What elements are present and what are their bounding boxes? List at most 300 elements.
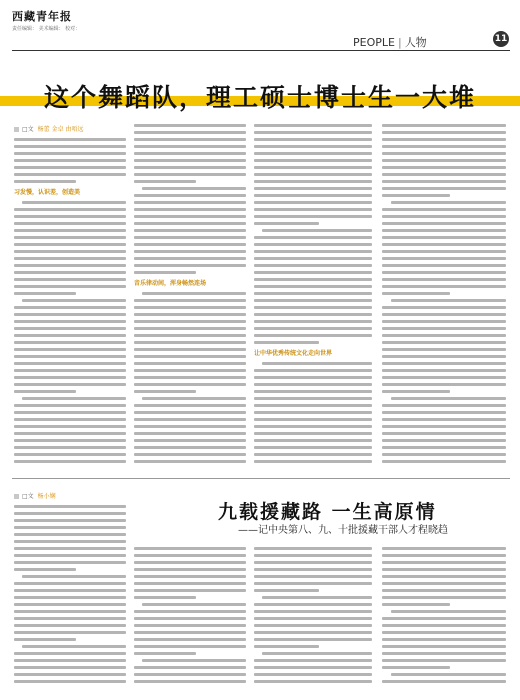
body-text-line — [134, 257, 246, 260]
body-text-line — [382, 659, 506, 662]
body-text-line — [134, 589, 246, 592]
body-text-line — [134, 610, 246, 613]
body-text-line — [254, 439, 372, 442]
body-text-line — [134, 453, 246, 456]
body-text-line — [254, 638, 372, 641]
body-text-line — [254, 582, 372, 585]
body-text-line — [134, 432, 246, 435]
body-text-line — [254, 617, 372, 620]
body-text-line — [382, 271, 506, 274]
body-text-line — [14, 264, 126, 267]
body-text-line — [382, 306, 506, 309]
body-text-line — [134, 355, 246, 358]
body-text-line — [254, 575, 372, 578]
section-label-en: PEOPLE — [353, 36, 395, 49]
body-text-line — [14, 666, 126, 669]
body-text-line — [382, 362, 506, 365]
body-text-line — [134, 446, 246, 449]
body-text-line — [14, 673, 126, 676]
body-text-line — [254, 285, 372, 288]
article-2-headline: 九载援藏路 一生高原情 — [218, 501, 437, 523]
body-text-line — [134, 194, 246, 197]
body-text-line — [254, 397, 372, 400]
body-text-line — [382, 460, 506, 463]
body-text-line — [134, 680, 246, 683]
byline-names: 杨蕾 金卓 由唔远 — [37, 126, 84, 133]
article-2-byline — [14, 491, 56, 500]
body-text-line — [254, 180, 372, 183]
body-text-line — [134, 180, 196, 183]
body-text-line — [134, 320, 246, 323]
body-text-line — [382, 383, 506, 386]
body-text-line — [254, 418, 372, 421]
article-1-column-3 — [254, 124, 372, 473]
body-text-line — [254, 631, 372, 634]
body-text-line — [254, 243, 372, 246]
body-text-line — [254, 327, 372, 330]
body-text-line — [134, 229, 246, 232]
body-text-line — [14, 624, 126, 627]
body-text-line — [134, 201, 246, 204]
body-text-line — [142, 397, 246, 400]
body-text-line — [134, 652, 196, 655]
body-text-line — [382, 250, 506, 253]
body-text-line — [134, 568, 246, 571]
body-text-line — [134, 460, 246, 463]
body-text-line — [382, 575, 506, 578]
body-text-line — [134, 250, 246, 253]
body-text-line — [134, 348, 246, 351]
body-text-line — [254, 369, 372, 372]
body-text-line — [254, 292, 372, 295]
body-text-line — [382, 131, 506, 134]
body-text-line — [254, 299, 372, 302]
body-text-line — [134, 425, 246, 428]
body-text-line — [14, 596, 126, 599]
body-text-line — [134, 159, 246, 162]
body-text-line — [14, 652, 126, 655]
body-text-line — [382, 222, 506, 225]
section-tag — [353, 34, 427, 50]
body-text-line — [134, 271, 196, 274]
body-text-line — [254, 341, 319, 344]
body-text-line — [382, 411, 506, 414]
body-text-line — [254, 568, 372, 571]
page-number-badge: 11 — [493, 31, 509, 47]
body-text-line — [134, 173, 246, 176]
body-text-line — [134, 131, 246, 134]
body-text-line — [14, 638, 76, 641]
body-text-line — [254, 208, 372, 211]
body-text-line — [14, 152, 126, 155]
body-text-line — [134, 666, 246, 669]
body-text-line — [382, 124, 506, 127]
body-text-line — [382, 589, 506, 592]
body-text-line — [382, 645, 506, 648]
body-text-line — [254, 124, 372, 127]
masthead-rule — [12, 50, 510, 51]
body-text-line — [254, 306, 372, 309]
body-text-line — [134, 306, 246, 309]
body-text-line — [134, 369, 246, 372]
body-text-line — [134, 243, 246, 246]
body-text-line — [382, 439, 506, 442]
article-2-column-2 — [134, 547, 246, 693]
body-text-line — [254, 610, 372, 613]
article-2-subheadline: ——记中央第八、九、十批援藏干部人才程晓趋 — [238, 525, 448, 536]
body-text-line — [382, 624, 506, 627]
body-text-line — [22, 397, 126, 400]
body-text-line — [134, 631, 246, 634]
body-text-line — [14, 512, 126, 515]
body-text-line — [254, 187, 372, 190]
body-text-line — [382, 236, 506, 239]
section-label-zh: 人物 — [404, 36, 427, 49]
body-text-line — [14, 348, 126, 351]
body-text-line — [254, 659, 372, 662]
body-text-line — [134, 334, 246, 337]
body-text-line — [134, 376, 246, 379]
body-text-line — [382, 561, 506, 564]
body-text-line — [382, 257, 506, 260]
body-text-line — [14, 411, 126, 414]
body-text-line — [382, 327, 506, 330]
body-text-line — [254, 236, 372, 239]
body-text-line — [134, 124, 246, 127]
body-text-line — [14, 547, 126, 550]
body-text-line — [382, 652, 506, 655]
body-text-line — [382, 334, 506, 337]
byline-marker-icon — [14, 494, 19, 499]
body-text-line — [254, 547, 372, 550]
article-1-byline — [14, 124, 84, 133]
body-text-line — [382, 180, 506, 183]
body-text-line — [382, 145, 506, 148]
body-text-line — [391, 610, 506, 613]
body-text-line — [391, 201, 506, 204]
body-text-line — [254, 264, 372, 267]
body-text-line — [254, 453, 372, 456]
article-2-column-4 — [382, 547, 506, 693]
body-text-line — [14, 271, 126, 274]
body-text-line — [14, 166, 126, 169]
body-text-line — [14, 306, 126, 309]
body-text-line — [14, 355, 126, 358]
body-text-line — [382, 638, 506, 641]
body-text-line — [14, 229, 126, 232]
body-text-line — [14, 610, 126, 613]
body-text-line — [134, 404, 246, 407]
body-text-line — [254, 411, 372, 414]
body-text-line — [134, 166, 246, 169]
masthead-meta: 责任编辑： 美术编辑： 校对： — [12, 26, 81, 32]
article-2-column-3 — [254, 547, 372, 693]
body-text-line — [382, 547, 506, 550]
body-text-line — [254, 271, 372, 274]
body-text-line — [14, 334, 126, 337]
body-text-line — [382, 166, 506, 169]
body-text-line — [382, 152, 506, 155]
body-text-line — [382, 666, 450, 669]
body-text-line — [14, 257, 126, 260]
body-text-line — [14, 617, 126, 620]
body-text-line — [14, 236, 126, 239]
body-text-line — [134, 383, 246, 386]
body-text-line — [14, 519, 126, 522]
body-text-line — [134, 341, 246, 344]
byline-label: □文 — [22, 493, 34, 500]
body-text-line — [254, 152, 372, 155]
body-text-line — [14, 383, 126, 386]
article-1-headline: 这个舞蹈队，理工硕士博士生一大堆 — [43, 83, 476, 112]
body-text-line — [14, 561, 126, 564]
body-text-line — [14, 243, 126, 246]
byline-label: □文 — [22, 126, 34, 133]
body-text-line — [382, 568, 506, 571]
body-text-line — [254, 460, 372, 463]
byline-names: 杨小娴 — [37, 493, 56, 500]
body-text-line — [382, 404, 506, 407]
body-text-line — [382, 582, 506, 585]
body-text-line — [382, 453, 506, 456]
body-text-line — [382, 138, 506, 141]
body-text-line — [382, 278, 506, 281]
body-text-line — [134, 624, 246, 627]
body-text-line — [254, 561, 372, 564]
body-text-line — [382, 596, 506, 599]
body-text-line — [14, 446, 126, 449]
body-text-line — [134, 645, 246, 648]
body-text-line — [254, 425, 372, 428]
body-text-line — [134, 215, 246, 218]
body-text-line — [382, 159, 506, 162]
body-text-line — [134, 673, 246, 676]
body-text-line — [382, 313, 506, 316]
body-text-line — [22, 645, 126, 648]
article-separator-rule — [12, 478, 510, 479]
body-text-line — [134, 313, 246, 316]
body-text-line — [254, 645, 319, 648]
body-text-line — [254, 201, 372, 204]
body-text-line — [14, 659, 126, 662]
body-text-line — [14, 208, 126, 211]
body-text-line — [382, 208, 506, 211]
body-text-line — [254, 554, 372, 557]
article-subhead: 让中华优秀传统文化走向世界 — [254, 350, 333, 357]
body-text-line — [14, 425, 126, 428]
body-text-line — [14, 341, 126, 344]
body-text-line — [382, 187, 506, 190]
body-text-line — [382, 631, 506, 634]
body-text-line — [254, 334, 372, 337]
body-text-line — [262, 596, 372, 599]
body-text-line — [134, 327, 246, 330]
body-text-line — [134, 208, 246, 211]
body-text-line — [254, 589, 319, 592]
body-text-line — [134, 411, 246, 414]
body-text-line — [382, 355, 506, 358]
body-text-line — [134, 222, 246, 225]
body-text-line — [382, 446, 506, 449]
body-text-line — [262, 362, 372, 365]
body-text-line — [134, 596, 196, 599]
body-text-line — [14, 278, 126, 281]
body-text-line — [254, 624, 372, 627]
body-text-line — [22, 201, 126, 204]
body-text-line — [14, 390, 76, 393]
body-text-line — [254, 390, 372, 393]
body-text-line — [134, 547, 246, 550]
article-subhead: 音乐律动间，浑身畅然连场 — [134, 280, 207, 287]
body-text-line — [254, 278, 372, 281]
body-text-line — [382, 425, 506, 428]
body-text-line — [382, 194, 450, 197]
body-text-line — [254, 680, 372, 683]
body-text-line — [254, 446, 372, 449]
body-text-line — [14, 285, 126, 288]
body-text-line — [14, 215, 126, 218]
body-text-line — [254, 166, 372, 169]
body-text-line — [134, 418, 246, 421]
body-text-line — [14, 432, 126, 435]
body-text-line — [382, 390, 450, 393]
article-1-column-2 — [134, 124, 246, 473]
body-text-line — [134, 236, 246, 239]
body-text-line — [14, 603, 126, 606]
article-2-column-1 — [14, 505, 126, 693]
body-text-line — [254, 194, 372, 197]
body-text-line — [14, 376, 126, 379]
body-text-line — [254, 159, 372, 162]
body-text-line — [254, 173, 372, 176]
body-text-line — [134, 617, 246, 620]
body-text-line — [14, 568, 76, 571]
body-text-line — [134, 152, 246, 155]
body-text-line — [262, 229, 372, 232]
body-text-line — [382, 285, 506, 288]
body-text-line — [254, 432, 372, 435]
body-text-line — [14, 505, 126, 508]
body-text-line — [382, 376, 506, 379]
body-text-line — [14, 554, 126, 557]
body-text-line — [262, 652, 372, 655]
body-text-line — [254, 404, 372, 407]
body-text-line — [14, 589, 126, 592]
article-1-column-1 — [14, 138, 126, 473]
body-text-line — [382, 369, 506, 372]
body-text-line — [254, 250, 372, 253]
body-text-line — [382, 603, 450, 606]
section-separator: | — [397, 36, 402, 49]
body-text-line — [14, 533, 126, 536]
body-text-line — [134, 575, 246, 578]
body-text-line — [382, 341, 506, 344]
body-text-line — [14, 418, 126, 421]
body-text-line — [14, 313, 126, 316]
body-text-line — [14, 460, 126, 463]
body-text-line — [382, 173, 506, 176]
body-text-line — [254, 603, 372, 606]
article-subhead: 习发慢，认识差，创造美 — [14, 189, 81, 196]
body-text-line — [382, 229, 506, 232]
body-text-line — [134, 554, 246, 557]
body-text-line — [134, 299, 246, 302]
body-text-line — [254, 215, 372, 218]
body-text-line — [14, 159, 126, 162]
body-text-line — [254, 376, 372, 379]
body-text-line — [134, 439, 246, 442]
body-text-line — [134, 362, 246, 365]
body-text-line — [14, 631, 126, 634]
body-text-line — [14, 404, 126, 407]
body-text-line — [254, 222, 319, 225]
body-text-line — [254, 138, 372, 141]
body-text-line — [134, 638, 246, 641]
body-text-line — [22, 575, 126, 578]
body-text-line — [382, 418, 506, 421]
body-text-line — [382, 215, 506, 218]
body-text-line — [254, 666, 372, 669]
body-text-line — [254, 131, 372, 134]
body-text-line — [142, 187, 246, 190]
body-text-line — [14, 540, 126, 543]
body-text-line — [14, 250, 126, 253]
body-text-line — [14, 292, 76, 295]
byline-marker-icon — [14, 127, 19, 132]
body-text-line — [254, 673, 372, 676]
body-text-line — [391, 299, 506, 302]
body-text-line — [14, 362, 126, 365]
body-text-line — [14, 369, 126, 372]
body-text-line — [382, 432, 506, 435]
masthead-title: 西藏青年报 — [12, 10, 72, 23]
body-text-line — [134, 145, 246, 148]
body-text-line — [14, 453, 126, 456]
body-text-line — [382, 554, 506, 557]
body-text-line — [134, 582, 246, 585]
body-text-line — [382, 680, 506, 683]
body-text-line — [134, 264, 246, 267]
body-text-line — [254, 145, 372, 148]
body-text-line — [254, 320, 372, 323]
body-text-line — [14, 327, 126, 330]
body-text-line — [14, 526, 126, 529]
body-text-line — [14, 145, 126, 148]
article-1-column-4 — [382, 124, 506, 473]
body-text-line — [382, 348, 506, 351]
body-text-line — [14, 138, 126, 141]
body-text-line — [382, 617, 506, 620]
body-text-line — [254, 257, 372, 260]
body-text-line — [14, 222, 126, 225]
body-text-line — [391, 397, 506, 400]
body-text-line — [14, 439, 126, 442]
body-text-line — [391, 673, 506, 676]
body-text-line — [142, 603, 246, 606]
body-text-line — [134, 390, 196, 393]
body-text-line — [134, 138, 246, 141]
body-text-line — [142, 292, 246, 295]
body-text-line — [14, 320, 126, 323]
body-text-line — [142, 659, 246, 662]
body-text-line — [254, 383, 372, 386]
body-text-line — [254, 313, 372, 316]
body-text-line — [382, 264, 506, 267]
body-text-line — [14, 173, 126, 176]
body-text-line — [22, 299, 126, 302]
body-text-line — [14, 680, 126, 683]
body-text-line — [14, 582, 126, 585]
